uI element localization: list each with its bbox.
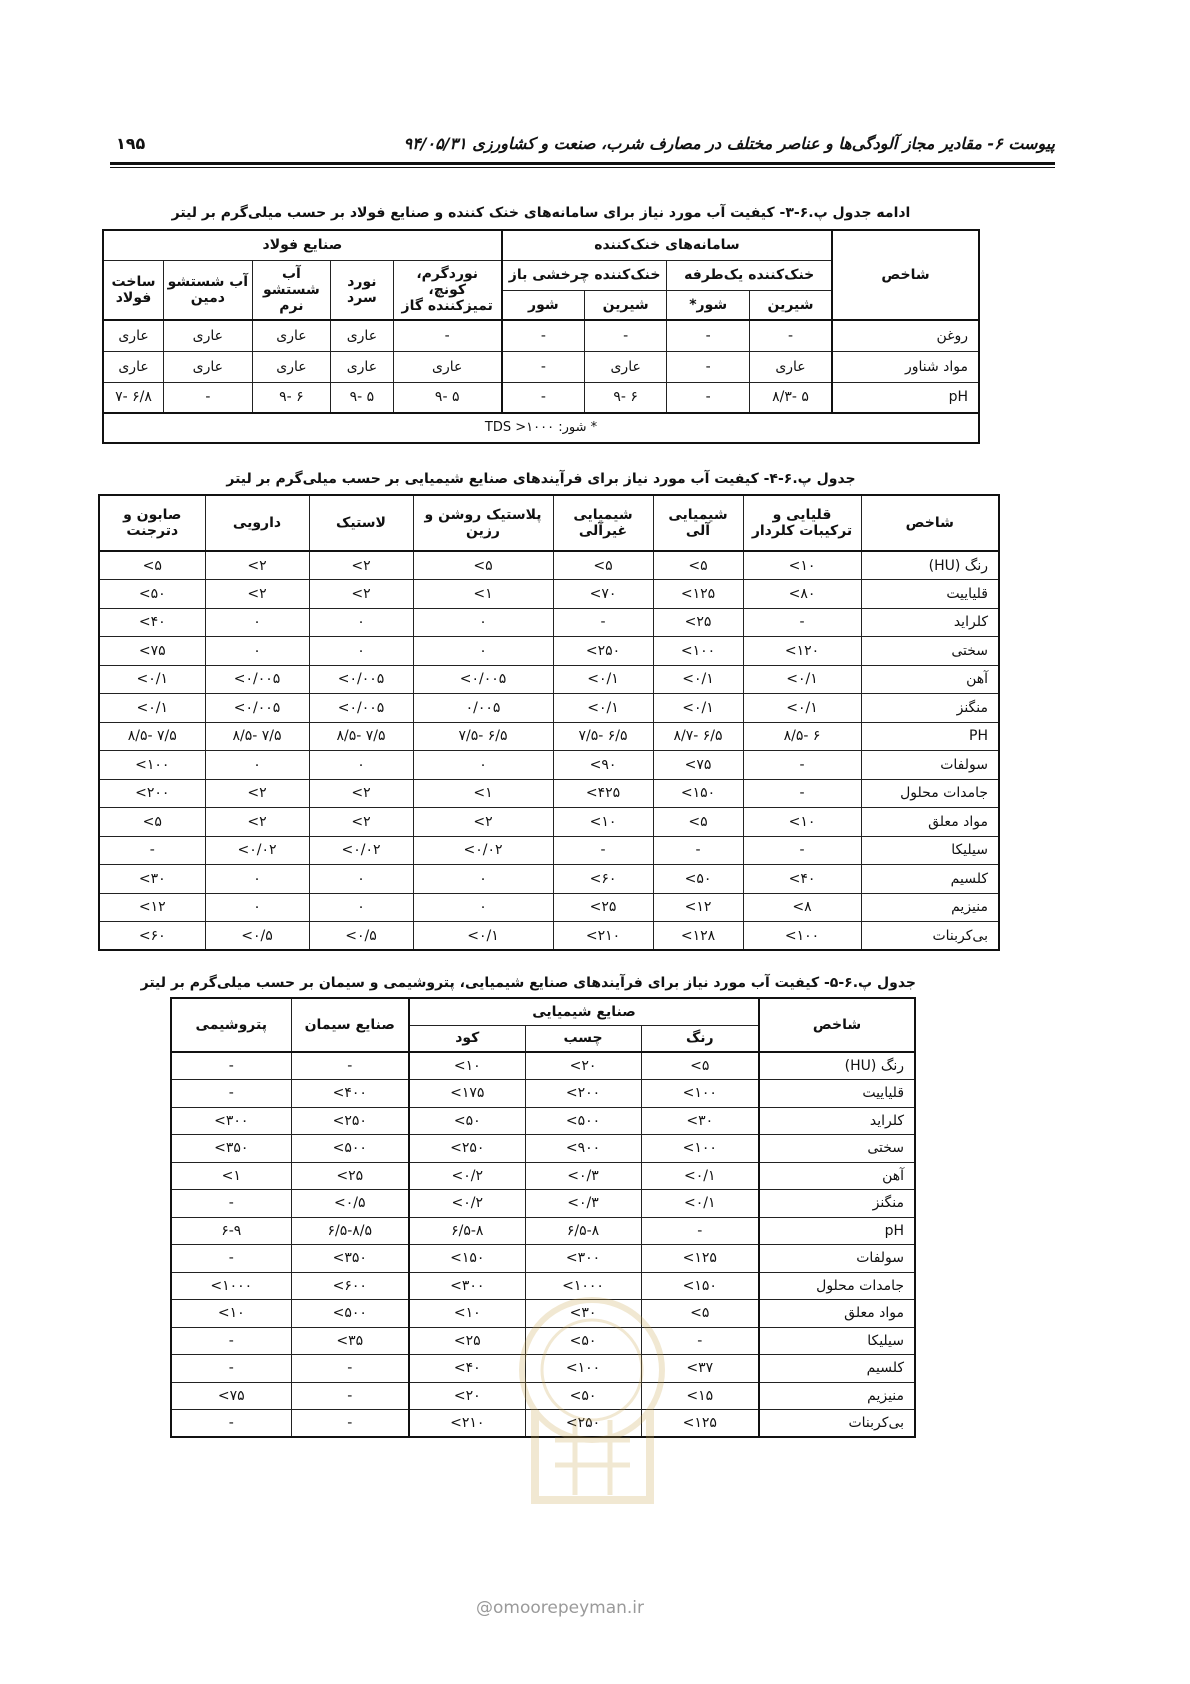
table-row [99, 808, 999, 837]
table-cell: ۱۰> [171, 1300, 291, 1328]
table-cell: - [393, 320, 502, 351]
table-cell: ۰ [205, 637, 309, 666]
table-cell: ۱۰۰> [641, 1135, 759, 1163]
table-cell: - [171, 1327, 291, 1355]
table-cell: ۰/۱> [413, 922, 553, 951]
table-cell: ۰/۰۲> [309, 836, 413, 865]
table-row [171, 1080, 915, 1108]
table-cell: عاری [331, 320, 393, 351]
table-cell: ۳۵۰> [291, 1245, 409, 1273]
table-row [99, 893, 999, 922]
table-cell: - [667, 320, 750, 351]
table-cell: ۰/۰۰۵> [413, 665, 553, 694]
table-cell: - [743, 836, 861, 865]
table-cell: ۱۵۰> [641, 1272, 759, 1300]
table-cell: ۰/۱> [553, 665, 653, 694]
table-cell: ۲> [205, 779, 309, 808]
table-cell: ۵۰۰> [525, 1107, 641, 1135]
row-label: قلیاییت [861, 580, 999, 609]
table1-caption: ادامه جدول پ.۶-۳- کیفیت آب مورد نیاز برای سامانه‌های خنک کننده و صنایع فولاد بر حسب میلی‌گرم بر لیتر [171, 205, 911, 221]
col-index: شاخص [759, 998, 915, 1052]
table-cell: عاری [252, 351, 331, 382]
table-cell: ۷/۵ -۸/۵ [99, 722, 205, 751]
table-cell: ۰/۲> [409, 1190, 525, 1218]
table-cell: ۵۰> [409, 1107, 525, 1135]
table-cell: ۶۰> [99, 922, 205, 951]
table-cell: - [502, 320, 585, 351]
website-link[interactable]: @omoorepeyman.ir [475, 1598, 645, 1618]
col-glue: چسب [525, 1025, 641, 1052]
table-cell: ۵> [413, 551, 553, 580]
table-cell: ۱۰۰> [653, 637, 743, 666]
table-cell: ۲> [309, 808, 413, 837]
table-row [171, 1245, 915, 1273]
table-cell: عاری [749, 351, 832, 382]
table-cell: ۴۲۵> [553, 779, 653, 808]
col-fertilizer: کود [409, 1025, 525, 1052]
table-cell: ۲۵۰> [525, 1410, 641, 1438]
table-cell: ۰/۰۰۵ [413, 694, 553, 723]
table-cell: ۲۵۰> [409, 1135, 525, 1163]
table-cell: عاری [164, 351, 253, 382]
row-label: آهن [759, 1162, 915, 1190]
table-cell: عاری [164, 320, 253, 351]
table-cell: ۵> [653, 808, 743, 837]
table-cell: ۱۵۰> [653, 779, 743, 808]
table-row [99, 637, 999, 666]
table-cell: ۱۰> [743, 551, 861, 580]
table-cell: ۰ [205, 865, 309, 894]
watermark-logo [505, 1290, 680, 1510]
table-cell: - [291, 1382, 409, 1410]
column-header: شیمیایی آلی [653, 495, 743, 551]
table-row [99, 580, 999, 609]
table-cell: ۷۵> [171, 1382, 291, 1410]
row-label: سولفات [861, 751, 999, 780]
table-cell: - [667, 351, 750, 382]
table-cell: ۰ [413, 608, 553, 637]
table-cell: ۲۵> [409, 1327, 525, 1355]
table-row [171, 1052, 915, 1080]
table-cell: ۱۲> [99, 893, 205, 922]
table-row [171, 1162, 915, 1190]
table-cell: ۱۰> [743, 808, 861, 837]
row-label: pH [759, 1217, 915, 1245]
table-cell: - [653, 836, 743, 865]
table3-caption: جدول پ.۶-۵- کیفیت آب مورد نیاز برای فرآیندهای صنایع شیمیایی، پتروشیمی و سیمان بر حسب میلی‌گرم بر لیتر [140, 975, 916, 991]
table-cell: ۲> [205, 808, 309, 837]
table-cell: - [743, 751, 861, 780]
table-cell: ۱۲۰> [743, 637, 861, 666]
table-cell: - [553, 836, 653, 865]
table-cell: ۰/۰۰۵> [309, 665, 413, 694]
table-cell: - [749, 320, 832, 351]
table-cell: ۰/۵> [205, 922, 309, 951]
table-cell: عاری [331, 351, 393, 382]
table-cell: ۷۰> [553, 580, 653, 609]
table-cell: ۵۰۰> [291, 1135, 409, 1163]
website-text: omoorepeyman.ir [492, 1598, 645, 1618]
row-label: کلسیم [861, 865, 999, 894]
table-cell: ۳۷> [641, 1355, 759, 1383]
table-row [99, 551, 999, 580]
row-label: رنگ (HU) [759, 1052, 915, 1080]
table-row [99, 665, 999, 694]
table-cell: ۰/۰۲> [205, 836, 309, 865]
table-cell: عاری [103, 320, 164, 351]
table-cell: ۰/۱> [641, 1190, 759, 1218]
table-cell: - [171, 1245, 291, 1273]
table-cell: ۱> [171, 1162, 291, 1190]
header-rule-thin [110, 167, 1055, 168]
table-cell: - [743, 779, 861, 808]
table-cell: ۲۵> [653, 608, 743, 637]
table-cell: - [641, 1217, 759, 1245]
table-cell: ۰/۱> [553, 694, 653, 723]
row-label: سیلیکا [759, 1327, 915, 1355]
table-chemical-industries [98, 494, 1000, 951]
header-rule [110, 162, 1055, 165]
sub-open-recirculating: خنک‌کننده چرخشی باز [502, 260, 667, 290]
table-cell: ۰ [413, 865, 553, 894]
row-label: منیزیم [861, 893, 999, 922]
table-cell: ۵> [99, 551, 205, 580]
table-cell: ۱> [413, 580, 553, 609]
col-index: شاخص [832, 230, 979, 320]
table-cell: ۰/۳> [525, 1190, 641, 1218]
table-cell: - [502, 382, 585, 413]
table-cell: ۱۵۰> [409, 1245, 525, 1273]
table-row [99, 922, 999, 951]
column-header: قلیایی و ترکیبات کلردار [743, 495, 861, 551]
table-cell: ۰ [413, 751, 553, 780]
table-cell: ۲> [309, 580, 413, 609]
table-row [99, 608, 999, 637]
table-cell: ۵> [641, 1052, 759, 1080]
row-label: مواد معلق [759, 1300, 915, 1328]
row-label: جامدات محلول [861, 779, 999, 808]
table-cell: ۳۵> [291, 1327, 409, 1355]
row-label: سختی [861, 637, 999, 666]
table-cell: ۲۰۰> [525, 1080, 641, 1108]
table-cell: - [641, 1327, 759, 1355]
table-cell: ۴۰> [99, 608, 205, 637]
table-cell: ۲> [205, 551, 309, 580]
row-label: سیلیکا [861, 836, 999, 865]
table-cell: ۲> [309, 551, 413, 580]
col-petrochemical: پتروشیمی [171, 998, 291, 1052]
table-cell: عاری [103, 351, 164, 382]
table-cell: ۶۰۰> [291, 1272, 409, 1300]
table-row [171, 1135, 915, 1163]
table-cell: ۶/۵ -۷/۵ [413, 722, 553, 751]
table-cell: ۶/۵-۸ [525, 1217, 641, 1245]
table-cell: ۰/۱> [743, 665, 861, 694]
column-header: صابون و دترجنت [99, 495, 205, 551]
table-row [99, 694, 999, 723]
table-cell: ۸۰> [743, 580, 861, 609]
row-label: بی‌کربنات [861, 922, 999, 951]
col-salt-open: شور [502, 290, 585, 320]
table-cell: ۶ -۹ [252, 382, 331, 413]
row-label: منگنز [861, 694, 999, 723]
table-row [171, 1217, 915, 1245]
table-cell: ۴۰> [409, 1355, 525, 1383]
row-label: رنگ (HU) [861, 551, 999, 580]
table-cell: ۱۲۸> [653, 922, 743, 951]
table-cell: - [171, 1052, 291, 1080]
table-cell: ۶/۵ -۸/۷ [653, 722, 743, 751]
table-cell: ۶/۵-۸ [409, 1217, 525, 1245]
table-cell: - [164, 382, 253, 413]
table-cell: ۴۰> [743, 865, 861, 894]
table-row [103, 382, 979, 413]
table-cell: ۲۱۰> [553, 922, 653, 951]
table-cooling-steel [102, 229, 980, 444]
table-cell: ۳۰۰> [171, 1107, 291, 1135]
column-header: شیمیایی غیرآلی [553, 495, 653, 551]
table-row [99, 722, 999, 751]
table-cell: ۰/۱> [653, 665, 743, 694]
table-cell: - [171, 1190, 291, 1218]
table-row [99, 751, 999, 780]
table-row [171, 1107, 915, 1135]
table-cell: ۰/۰۰۵> [309, 694, 413, 723]
table-cell: - [291, 1355, 409, 1383]
table-cell: - [291, 1410, 409, 1438]
table-cell: ۰ [205, 751, 309, 780]
table-row [103, 351, 979, 382]
table-cell: عاری [393, 351, 502, 382]
table-cell: ۰/۱> [99, 694, 205, 723]
table-cell: ۰/۱> [653, 694, 743, 723]
table-cell: ۹۰۰> [525, 1135, 641, 1163]
table-cell: ۶/۵-۸/۵ [291, 1217, 409, 1245]
table-cell: ۳۰> [525, 1300, 641, 1328]
table-cell: ۷/۵ -۸/۵ [205, 722, 309, 751]
table-cell: ۱۵> [641, 1382, 759, 1410]
table-cell: ۶ -۸/۵ [743, 722, 861, 751]
table-cell: ۶ -۹ [584, 382, 667, 413]
table-cell: ۰ [205, 608, 309, 637]
table-row [99, 865, 999, 894]
table-cell: ۲۱۰> [409, 1410, 525, 1438]
table-cell: - [667, 382, 750, 413]
table-cell: ۰ [309, 751, 413, 780]
row-label: روغن [832, 320, 979, 351]
page-header [110, 128, 1055, 166]
table-cell: ۳۰> [99, 865, 205, 894]
table-cell: ۱۰> [553, 808, 653, 837]
table-cell: ۱۰۰> [99, 751, 205, 780]
table-cell: ۲۰۰> [99, 779, 205, 808]
row-label: منگنز [759, 1190, 915, 1218]
col-paint: رنگ [641, 1025, 759, 1052]
table-cell: ۰/۲> [409, 1162, 525, 1190]
table1-note: * شور: TDS >۱۰۰۰ [103, 413, 979, 443]
table-cell: ۲> [309, 779, 413, 808]
table-cell: - [171, 1410, 291, 1438]
table-cell: ۰ [309, 608, 413, 637]
table-cell: ۵۰> [653, 865, 743, 894]
row-label: مواد معلق [861, 808, 999, 837]
table-cell: ۰ [309, 637, 413, 666]
row-label: کلسیم [759, 1355, 915, 1383]
table-cell: ۵> [553, 551, 653, 580]
table-cell: ۰/۰۰۵> [205, 694, 309, 723]
table-row [171, 1190, 915, 1218]
row-label: pH [832, 382, 979, 413]
table-row [99, 836, 999, 865]
table-cell: - [291, 1052, 409, 1080]
table-cell: ۱۲> [653, 893, 743, 922]
row-label: کلراید [861, 608, 999, 637]
col-soft-wash: آب شستشو نرم [252, 260, 331, 320]
table-row [103, 320, 979, 351]
table-cell: ۰/۰۲> [413, 836, 553, 865]
row-label: جامدات محلول [759, 1272, 915, 1300]
table-cell: ۰/۱> [743, 694, 861, 723]
table-cell: ۵> [653, 551, 743, 580]
table-cell: ۱۷۵> [409, 1080, 525, 1108]
table-cell: ۲۰> [409, 1382, 525, 1410]
table-cell: ۰/۵> [309, 922, 413, 951]
table-cell: ۰/۱> [641, 1162, 759, 1190]
table-cell: ۱۲۵> [641, 1410, 759, 1438]
table-cell: ۲۵۰> [553, 637, 653, 666]
table-cell: ۴۰۰> [291, 1080, 409, 1108]
table-cell: ۵> [99, 808, 205, 837]
table-cell: ۰ [309, 893, 413, 922]
table-cell: - [553, 608, 653, 637]
column-header: لاستیک [309, 495, 413, 551]
table-cell: ۶/۸ -۷ [103, 382, 164, 413]
col-steelmaking: ساخت فولاد [103, 260, 164, 320]
col-cold-roll: نورد سرد [331, 260, 393, 320]
table-cell: ۰ [309, 865, 413, 894]
group-chemical: صنایع شیمیایی [409, 998, 759, 1025]
table-cell: ۲> [205, 580, 309, 609]
table-cell: عاری [584, 351, 667, 382]
group-cooling: سامانه‌های خنک‌کننده [502, 230, 832, 260]
table-cell: ۱۰۰۰> [525, 1272, 641, 1300]
table-cell: ۵ -۹ [393, 382, 502, 413]
table-cell: - [99, 836, 205, 865]
table-cell: - [171, 1355, 291, 1383]
col-fresh: شیرین [749, 290, 832, 320]
col-salt-star: شور* [667, 290, 750, 320]
row-label: قلیاییت [759, 1080, 915, 1108]
col-cement: صنایع سیمان [291, 998, 409, 1052]
table-cell: ۲۵> [553, 893, 653, 922]
table-cell: ۷/۵ -۸/۵ [309, 722, 413, 751]
table-cell: ۶-۹ [171, 1217, 291, 1245]
table-cell: ۰ [413, 893, 553, 922]
table-cell: ۵۰> [525, 1382, 641, 1410]
table-cell: ۱۰۰> [641, 1080, 759, 1108]
column-header: دارویی [205, 495, 309, 551]
sub-once-through: خنک‌کننده یک‌طرفه [667, 260, 832, 290]
table-cell: ۸> [743, 893, 861, 922]
table2-caption: جدول پ.۶-۴- کیفیت آب مورد نیاز برای فرآیندهای صنایع شیمیایی بر حسب میلی‌گرم بر لیتر [226, 471, 856, 487]
table-cell: ۰/۵> [291, 1190, 409, 1218]
table-cell: ۷۵> [653, 751, 743, 780]
table-cell: ۵۰۰> [291, 1300, 409, 1328]
col-blower-wash: آب شستشو دمین [164, 260, 253, 320]
table-cell: ۱۰۰> [743, 922, 861, 951]
row-label: مواد شناور [832, 351, 979, 382]
table-row [99, 779, 999, 808]
page-number: ۱۹۵ [116, 134, 146, 153]
table-cell: ۶۰> [553, 865, 653, 894]
table-cell: ۱۲۵> [653, 580, 743, 609]
row-label: آهن [861, 665, 999, 694]
table-cell: - [743, 608, 861, 637]
table-cell: ۳۰> [641, 1107, 759, 1135]
row-label: منیزیم [759, 1382, 915, 1410]
table-cell: ۶/۵ -۷/۵ [553, 722, 653, 751]
table-cell: ۵> [641, 1300, 759, 1328]
table-cell: ۵ -۹ [331, 382, 393, 413]
row-label: کلراید [759, 1107, 915, 1135]
table-cell: ۳۰۰> [525, 1245, 641, 1273]
col-fresh-open: شیرین [584, 290, 667, 320]
table-cell: ۲> [413, 808, 553, 837]
table-cell: ۰/۰۰۵> [205, 665, 309, 694]
group-steel: صنایع فولاد [103, 230, 502, 260]
table-cell: ۱۰۰> [525, 1355, 641, 1383]
table-cell: ۵ -۸/۳ [749, 382, 832, 413]
table-cell: ۵۰> [525, 1327, 641, 1355]
table-cell: - [584, 320, 667, 351]
col-index: شاخص [861, 495, 999, 551]
table-cell: - [171, 1080, 291, 1108]
table-cell: ۰/۱> [99, 665, 205, 694]
row-label: بی‌کربنات [759, 1410, 915, 1438]
row-label: PH [861, 722, 999, 751]
col-hot-roll: نوردگرم، کونچ، تمیزکننده گاز [393, 260, 502, 320]
table-cell: ۱۰> [409, 1052, 525, 1080]
table-cell: عاری [252, 320, 331, 351]
table-cell: ۱۰۰۰> [171, 1272, 291, 1300]
table-cell: ۲۵> [291, 1162, 409, 1190]
table-cell: ۲۰> [525, 1052, 641, 1080]
table-cell: ۱۲۵> [641, 1245, 759, 1273]
table-cell: ۰/۳> [525, 1162, 641, 1190]
row-label: سختی [759, 1135, 915, 1163]
table-cell: ۹۰> [553, 751, 653, 780]
table-cell: ۱۰> [409, 1300, 525, 1328]
table-cell: ۳۰۰> [409, 1272, 525, 1300]
table-cell: ۵۰> [99, 580, 205, 609]
table-cell: ۷۵> [99, 637, 205, 666]
header-title: پیوست ۶- مقادیر مجاز آلودگی‌ها و عناصر مختلف در مصارف شرب، صنعت و کشاورزی ۹۴/۰۵/۳۱ [403, 134, 1055, 153]
table-cell: ۰ [413, 637, 553, 666]
row-label: سولفات [759, 1245, 915, 1273]
table-cell: ۳۵۰> [171, 1135, 291, 1163]
table-cell: ۲۵۰> [291, 1107, 409, 1135]
table-cell: - [502, 351, 585, 382]
column-header: پلاستیک روشن و رزین [413, 495, 553, 551]
table-cell: ۱> [413, 779, 553, 808]
table-cell: ۰ [205, 893, 309, 922]
